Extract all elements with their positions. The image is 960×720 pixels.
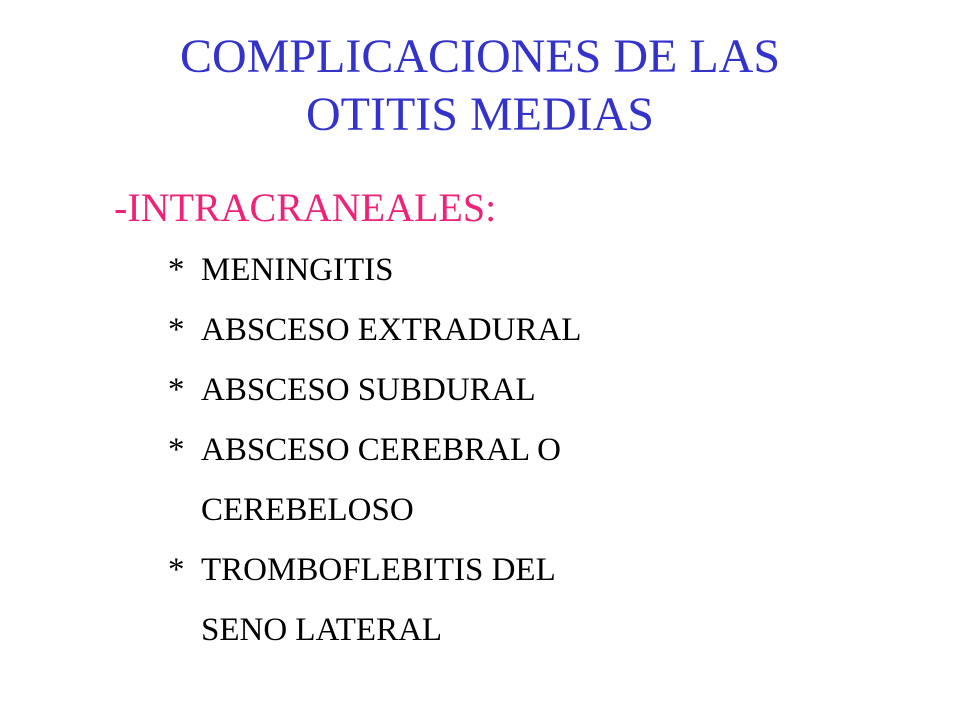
list-item-continuation: [168, 484, 581, 544]
list-item-text: SENO LATERAL: [201, 612, 443, 648]
bullet-asterisk: *: [168, 252, 185, 288]
bullet-asterisk: *: [168, 552, 185, 588]
list-item-text: ABSCESO CEREBRAL O: [201, 432, 562, 468]
list-item-text: CEREBELOSO: [201, 492, 414, 528]
list-item-text: MENINGITIS: [201, 252, 394, 288]
list-item: [168, 424, 581, 484]
bullet-asterisk: *: [168, 432, 185, 468]
list-item: [168, 544, 581, 604]
bullet-asterisk: *: [168, 372, 185, 408]
list-item: [168, 364, 581, 424]
list-item: [168, 244, 581, 304]
slide-title-line-2: OTITIS MEDIAS: [306, 88, 654, 141]
list-item-continuation: [168, 604, 581, 664]
bullet-spacer: [168, 604, 201, 664]
bullet-spacer: [168, 484, 201, 544]
list-item-text: ABSCESO SUBDURAL: [201, 372, 536, 408]
complications-list: [168, 244, 581, 664]
bullet-asterisk: *: [168, 312, 185, 348]
list-item: [168, 304, 581, 364]
section-heading: -INTRACRANEALES:: [114, 185, 497, 230]
slide-title: [0, 28, 960, 144]
list-item-text: TROMBOFLEBITIS DEL: [201, 552, 556, 588]
slide-title-line-1: COMPLICACIONES DE LAS: [179, 30, 781, 83]
list-item-text: ABSCESO EXTRADURAL: [201, 312, 582, 348]
